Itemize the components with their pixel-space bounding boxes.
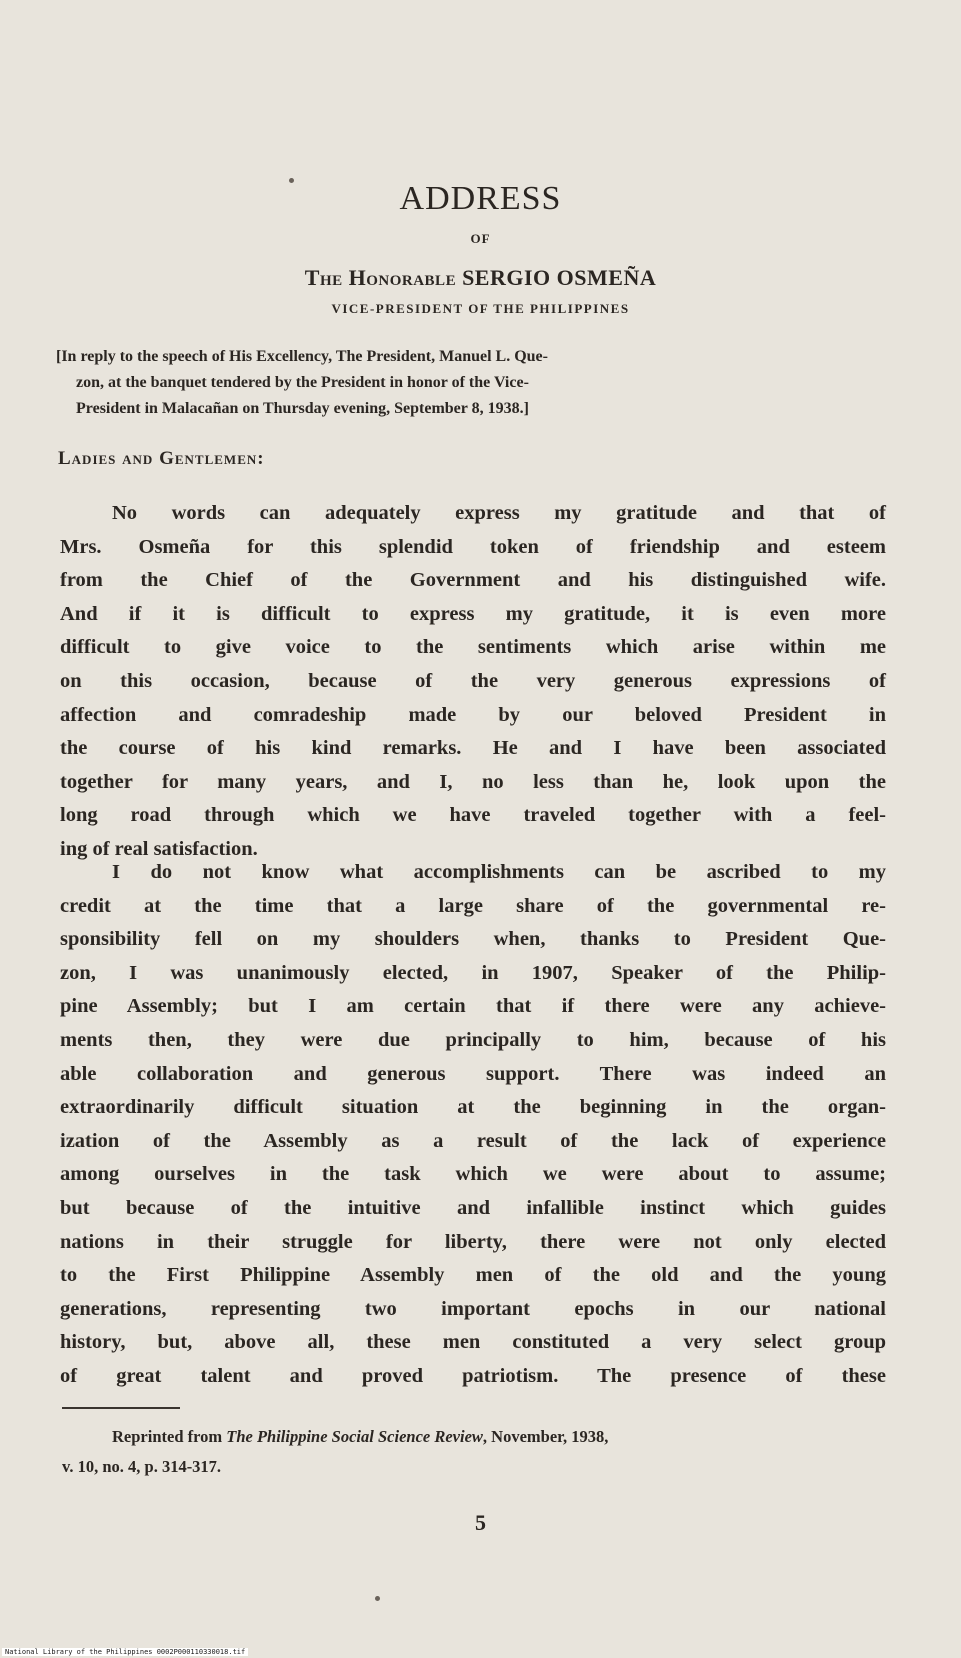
paragraph-2 <box>60 856 886 1394</box>
text-line: sponsibility fell on my shoulders when, thanks to President Que- <box>60 928 886 951</box>
footnote-line-2: v. 10, no. 4, p. 314-317. <box>62 1457 222 1476</box>
journal-title: The Philippine Social Science Review <box>226 1427 483 1446</box>
paragraph-1 <box>60 497 886 867</box>
page-number: 5 <box>475 1510 486 1535</box>
footnote-divider <box>62 1407 180 1409</box>
text-line: history, but, above all, these men constituted a very select group <box>60 1331 886 1354</box>
text-line: I do not know what accomplishments can be ascribed to my <box>112 861 886 883</box>
footnote-line-1 <box>62 1422 892 1452</box>
text-line: of great talent and proved patriotism. The presence of these <box>60 1364 886 1387</box>
salutation: Ladies and Gentlemen: <box>58 448 265 469</box>
speaker-role: VICE-PRESIDENT OF THE PHILIPPINES <box>331 301 630 316</box>
text-line: credit at the time that a large share of the governmental re- <box>60 894 886 917</box>
text-line: to the First Philippine Assembly men of the old and the young <box>60 1264 886 1287</box>
text-line: on this occasion, because of the very generous expressions of <box>60 669 886 692</box>
context-note <box>56 344 886 422</box>
text-line: from the Chief of the Government and his distinguished wife. <box>60 569 886 592</box>
text-line: ing of real satisfaction. <box>60 837 258 860</box>
text-line: together for many years, and I, no less than he, look upon the <box>60 770 886 793</box>
footnote-prefix: Reprinted from <box>112 1427 227 1446</box>
scan-speck <box>375 1596 380 1601</box>
text-line: No words can adequately express my gratitude and that of <box>112 502 886 524</box>
text-line: And if it is difficult to express my gratitude, it is even more <box>60 602 886 625</box>
note-line: zon, at the banquet tendered by the President in honor of the Vice- <box>76 374 529 391</box>
text-line: but because of the intuitive and infallible instinct which guides <box>60 1196 886 1219</box>
text-line: among ourselves in the task which we were about to assume; <box>60 1163 886 1186</box>
text-line: difficult to give voice to the sentiments which arise within me <box>60 636 886 659</box>
text-line: the course of his kind remarks. He and I have been associated <box>60 737 886 760</box>
title-of: OF <box>470 231 491 246</box>
text-line: able collaboration and generous support. There was indeed an <box>60 1062 886 1085</box>
text-line: zon, I was unanimously elected, in 1907, Speaker of the Philip- <box>60 961 886 984</box>
scan-speck <box>289 178 294 183</box>
text-line: pine Assembly; but I am certain that if there were any achieve- <box>60 995 886 1018</box>
text-line: generations, representing two important epochs in our national <box>60 1297 886 1320</box>
text-line: ization of the Assembly as a result of the lack of experience <box>60 1129 886 1152</box>
text-line: long road through which we have traveled together with a feel- <box>60 804 886 827</box>
text-line: ments then, they were due principally to him, because of his <box>60 1028 886 1051</box>
text-line: nations in their struggle for liberty, there were not only elected <box>60 1230 886 1253</box>
address-title: ADDRESS <box>399 180 562 217</box>
note-line: President in Malacañan on Thursday evening, September 8, 1938.] <box>76 400 529 417</box>
note-line: [In reply to the speech of His Excellency, The President, Manuel L. Que- <box>56 348 548 365</box>
speaker-name: The Honorable SERGIO OSMEÑA <box>304 265 657 290</box>
text-line: affection and comradeship made by our beloved President in <box>60 703 886 726</box>
footnote <box>62 1422 892 1482</box>
text-line: extraordinarily difficult situation at the beginning in the organ- <box>60 1096 886 1119</box>
scan-file-label: National Library of the Philippines 0002P000110330018.tif <box>2 1648 248 1656</box>
text-line: Mrs. Osmeña for this splendid token of friendship and esteem <box>60 535 886 558</box>
footnote-suffix: , November, 1938, <box>482 1427 609 1446</box>
